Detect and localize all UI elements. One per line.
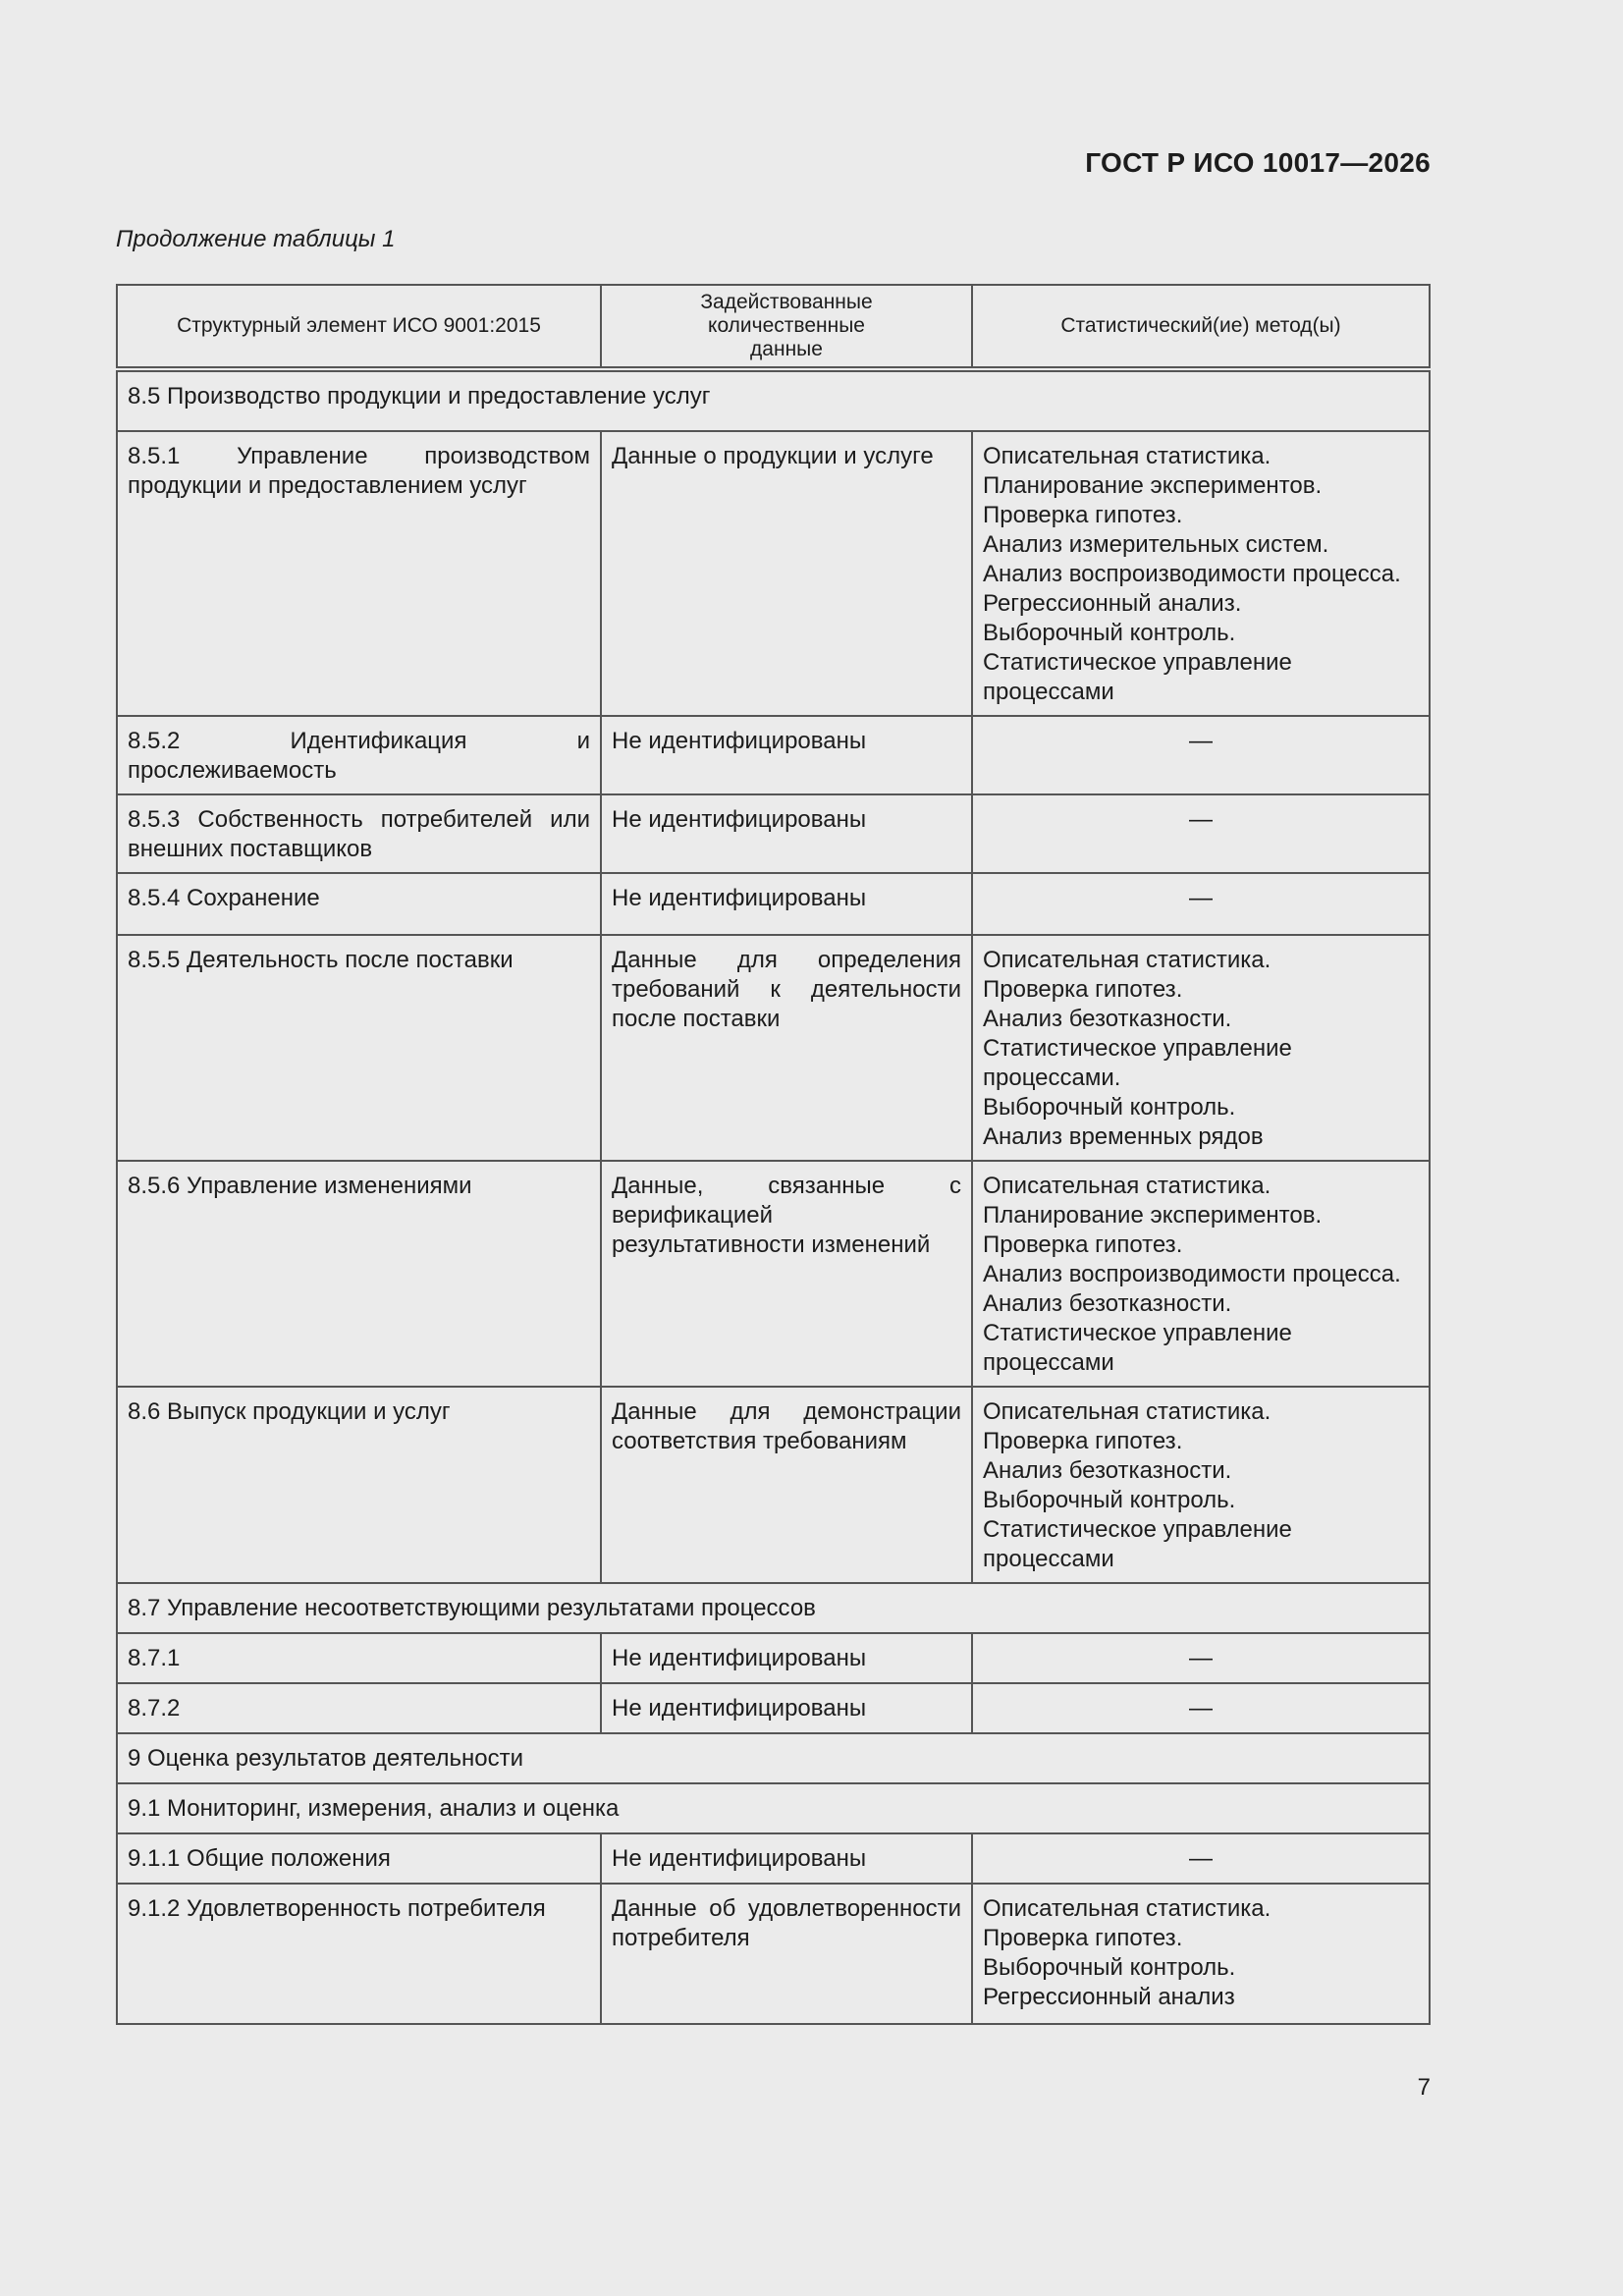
method-item: Регрессионный анализ. — [983, 590, 1242, 617]
header-quantitative-data-text: Задействованные количественные данные — [700, 291, 873, 360]
table-row — [117, 1884, 1430, 2024]
method-item: Статистическое управление процессами. — [983, 1035, 1292, 1091]
method-item: Описательная статистика. — [983, 1895, 1271, 1922]
method-item: Планирование экспериментов. — [983, 1202, 1323, 1229]
quantitative-data-cell: Не идентифицированы — [601, 1683, 972, 1733]
method-item: Статистическое управление процессами — [983, 1320, 1292, 1376]
page-number: 7 — [1417, 2074, 1431, 2101]
table-row — [117, 873, 1430, 935]
method-item: Описательная статистика. — [983, 947, 1271, 973]
method-item: Анализ измерительных систем. — [983, 531, 1329, 558]
section-row — [117, 1783, 1430, 1833]
structural-element-cell: 8.7.2 — [117, 1683, 601, 1733]
section-title: 8.5 Производство продукции и предоставление услуг — [117, 369, 1430, 431]
quantitative-data-cell: Данные о продукции и услуге — [601, 431, 972, 716]
structural-element-cell: 9.1.1 Общие положения — [117, 1833, 601, 1884]
not-applicable-dash: — — [1189, 1695, 1213, 1722]
method-item: Проверка гипотез. — [983, 1231, 1183, 1258]
method-item: Анализ безотказности. — [983, 1006, 1232, 1032]
not-applicable-dash: — — [1189, 1645, 1213, 1671]
method-item: Выборочный контроль. — [983, 1954, 1236, 1981]
table-row — [117, 1387, 1430, 1583]
table-row — [117, 1833, 1430, 1884]
quantitative-data-cell: Не идентифицированы — [601, 1833, 972, 1884]
section-title: 9.1 Мониторинг, измерения, анализ и оценка — [117, 1783, 1430, 1833]
method-item: Анализ воспроизводимости процесса. — [983, 1261, 1401, 1287]
quantitative-data-cell: Данные об удовлетворенности потребителя — [601, 1884, 972, 2024]
method-item: Проверка гипотез. — [983, 1428, 1183, 1454]
table-row — [117, 794, 1430, 873]
not-applicable-dash: — — [1189, 806, 1213, 833]
structural-element-cell: 8.7.1 — [117, 1633, 601, 1683]
statistical-methods-cell — [972, 935, 1430, 1161]
statistical-methods-cell — [972, 1161, 1430, 1387]
section-title: 9 Оценка результатов деятельности — [117, 1733, 1430, 1783]
method-item: Статистическое управление процессами — [983, 1516, 1292, 1572]
table-row — [117, 1683, 1430, 1733]
not-applicable-dash: — — [1189, 1845, 1213, 1872]
method-item: Анализ безотказности. — [983, 1457, 1232, 1484]
document-code: ГОСТ Р ИСО 10017—2026 — [1085, 147, 1431, 178]
method-item: Описательная статистика. — [983, 1398, 1271, 1425]
quantitative-data-cell: Не идентифицированы — [601, 1633, 972, 1683]
structural-element-cell: 9.1.2 Удовлетворенность потребителя — [117, 1884, 601, 2024]
standards-table — [116, 284, 1431, 2025]
quantitative-data-cell: Не идентифицированы — [601, 794, 972, 873]
method-item: Выборочный контроль. — [983, 1487, 1236, 1513]
structural-element-cell: 8.5.2 Идентификация и прослеживаемость — [117, 716, 601, 794]
statistical-methods-cell — [972, 794, 1430, 873]
statistical-methods-cell — [972, 873, 1430, 935]
method-item: Выборочный контроль. — [983, 620, 1236, 646]
method-item: Регрессионный анализ — [983, 1984, 1235, 2010]
table-header-row — [117, 285, 1430, 369]
method-item: Описательная статистика. — [983, 1173, 1271, 1199]
quantitative-data-cell: Не идентифицированы — [601, 873, 972, 935]
statistical-methods-cell — [972, 431, 1430, 716]
statistical-methods-cell — [972, 1683, 1430, 1733]
header-statistical-methods: Статистический(ие) метод(ы) — [972, 285, 1430, 369]
structural-element-cell: 8.5.1 Управление производством продукции и предоставлением услуг — [117, 431, 601, 716]
structural-element-cell: 8.5.6 Управление изменениями — [117, 1161, 601, 1387]
structural-element-cell: 8.6 Выпуск продукции и услуг — [117, 1387, 601, 1583]
table-caption: Продолжение таблицы 1 — [116, 226, 396, 252]
statistical-methods-cell — [972, 1833, 1430, 1884]
section-row — [117, 1583, 1430, 1633]
method-item: Проверка гипотез. — [983, 502, 1183, 528]
header-structural-element: Структурный элемент ИСО 9001:2015 — [117, 285, 601, 369]
method-item: Анализ воспроизводимости процесса. — [983, 561, 1401, 587]
method-item: Статистическое управление процессами — [983, 649, 1292, 705]
structural-element-cell: 8.5.3 Собственность потребителей или внешних поставщиков — [117, 794, 601, 873]
table-row — [117, 431, 1430, 716]
statistical-methods-cell — [972, 1633, 1430, 1683]
table-row — [117, 1633, 1430, 1683]
method-item: Анализ безотказности. — [983, 1290, 1232, 1317]
method-item: Планирование экспериментов. — [983, 472, 1323, 499]
structural-element-cell: 8.5.5 Деятельность после поставки — [117, 935, 601, 1161]
table-row — [117, 935, 1430, 1161]
not-applicable-dash: — — [1189, 885, 1213, 911]
section-row — [117, 369, 1430, 431]
statistical-methods-cell — [972, 716, 1430, 794]
statistical-methods-cell — [972, 1884, 1430, 2024]
quantitative-data-cell: Не идентифицированы — [601, 716, 972, 794]
statistical-methods-cell — [972, 1387, 1430, 1583]
table-body — [117, 369, 1430, 2024]
structural-element-cell: 8.5.4 Сохранение — [117, 873, 601, 935]
method-item: Проверка гипотез. — [983, 976, 1183, 1003]
table-row — [117, 716, 1430, 794]
section-row — [117, 1733, 1430, 1783]
quantitative-data-cell: Данные для демонстрации соответствия требованиям — [601, 1387, 972, 1583]
method-item: Проверка гипотез. — [983, 1925, 1183, 1951]
quantitative-data-cell: Данные для определения требований к деятельности после поставки — [601, 935, 972, 1161]
method-item: Анализ временных рядов — [983, 1123, 1264, 1150]
header-quantitative-data — [601, 285, 972, 369]
section-title: 8.7 Управление несоответствующими результатами процессов — [117, 1583, 1430, 1633]
quantitative-data-cell: Данные, связанные с верификацией результативности изменений — [601, 1161, 972, 1387]
method-item: Выборочный контроль. — [983, 1094, 1236, 1121]
method-item: Описательная статистика. — [983, 443, 1271, 469]
table-row — [117, 1161, 1430, 1387]
not-applicable-dash: — — [1189, 728, 1213, 754]
